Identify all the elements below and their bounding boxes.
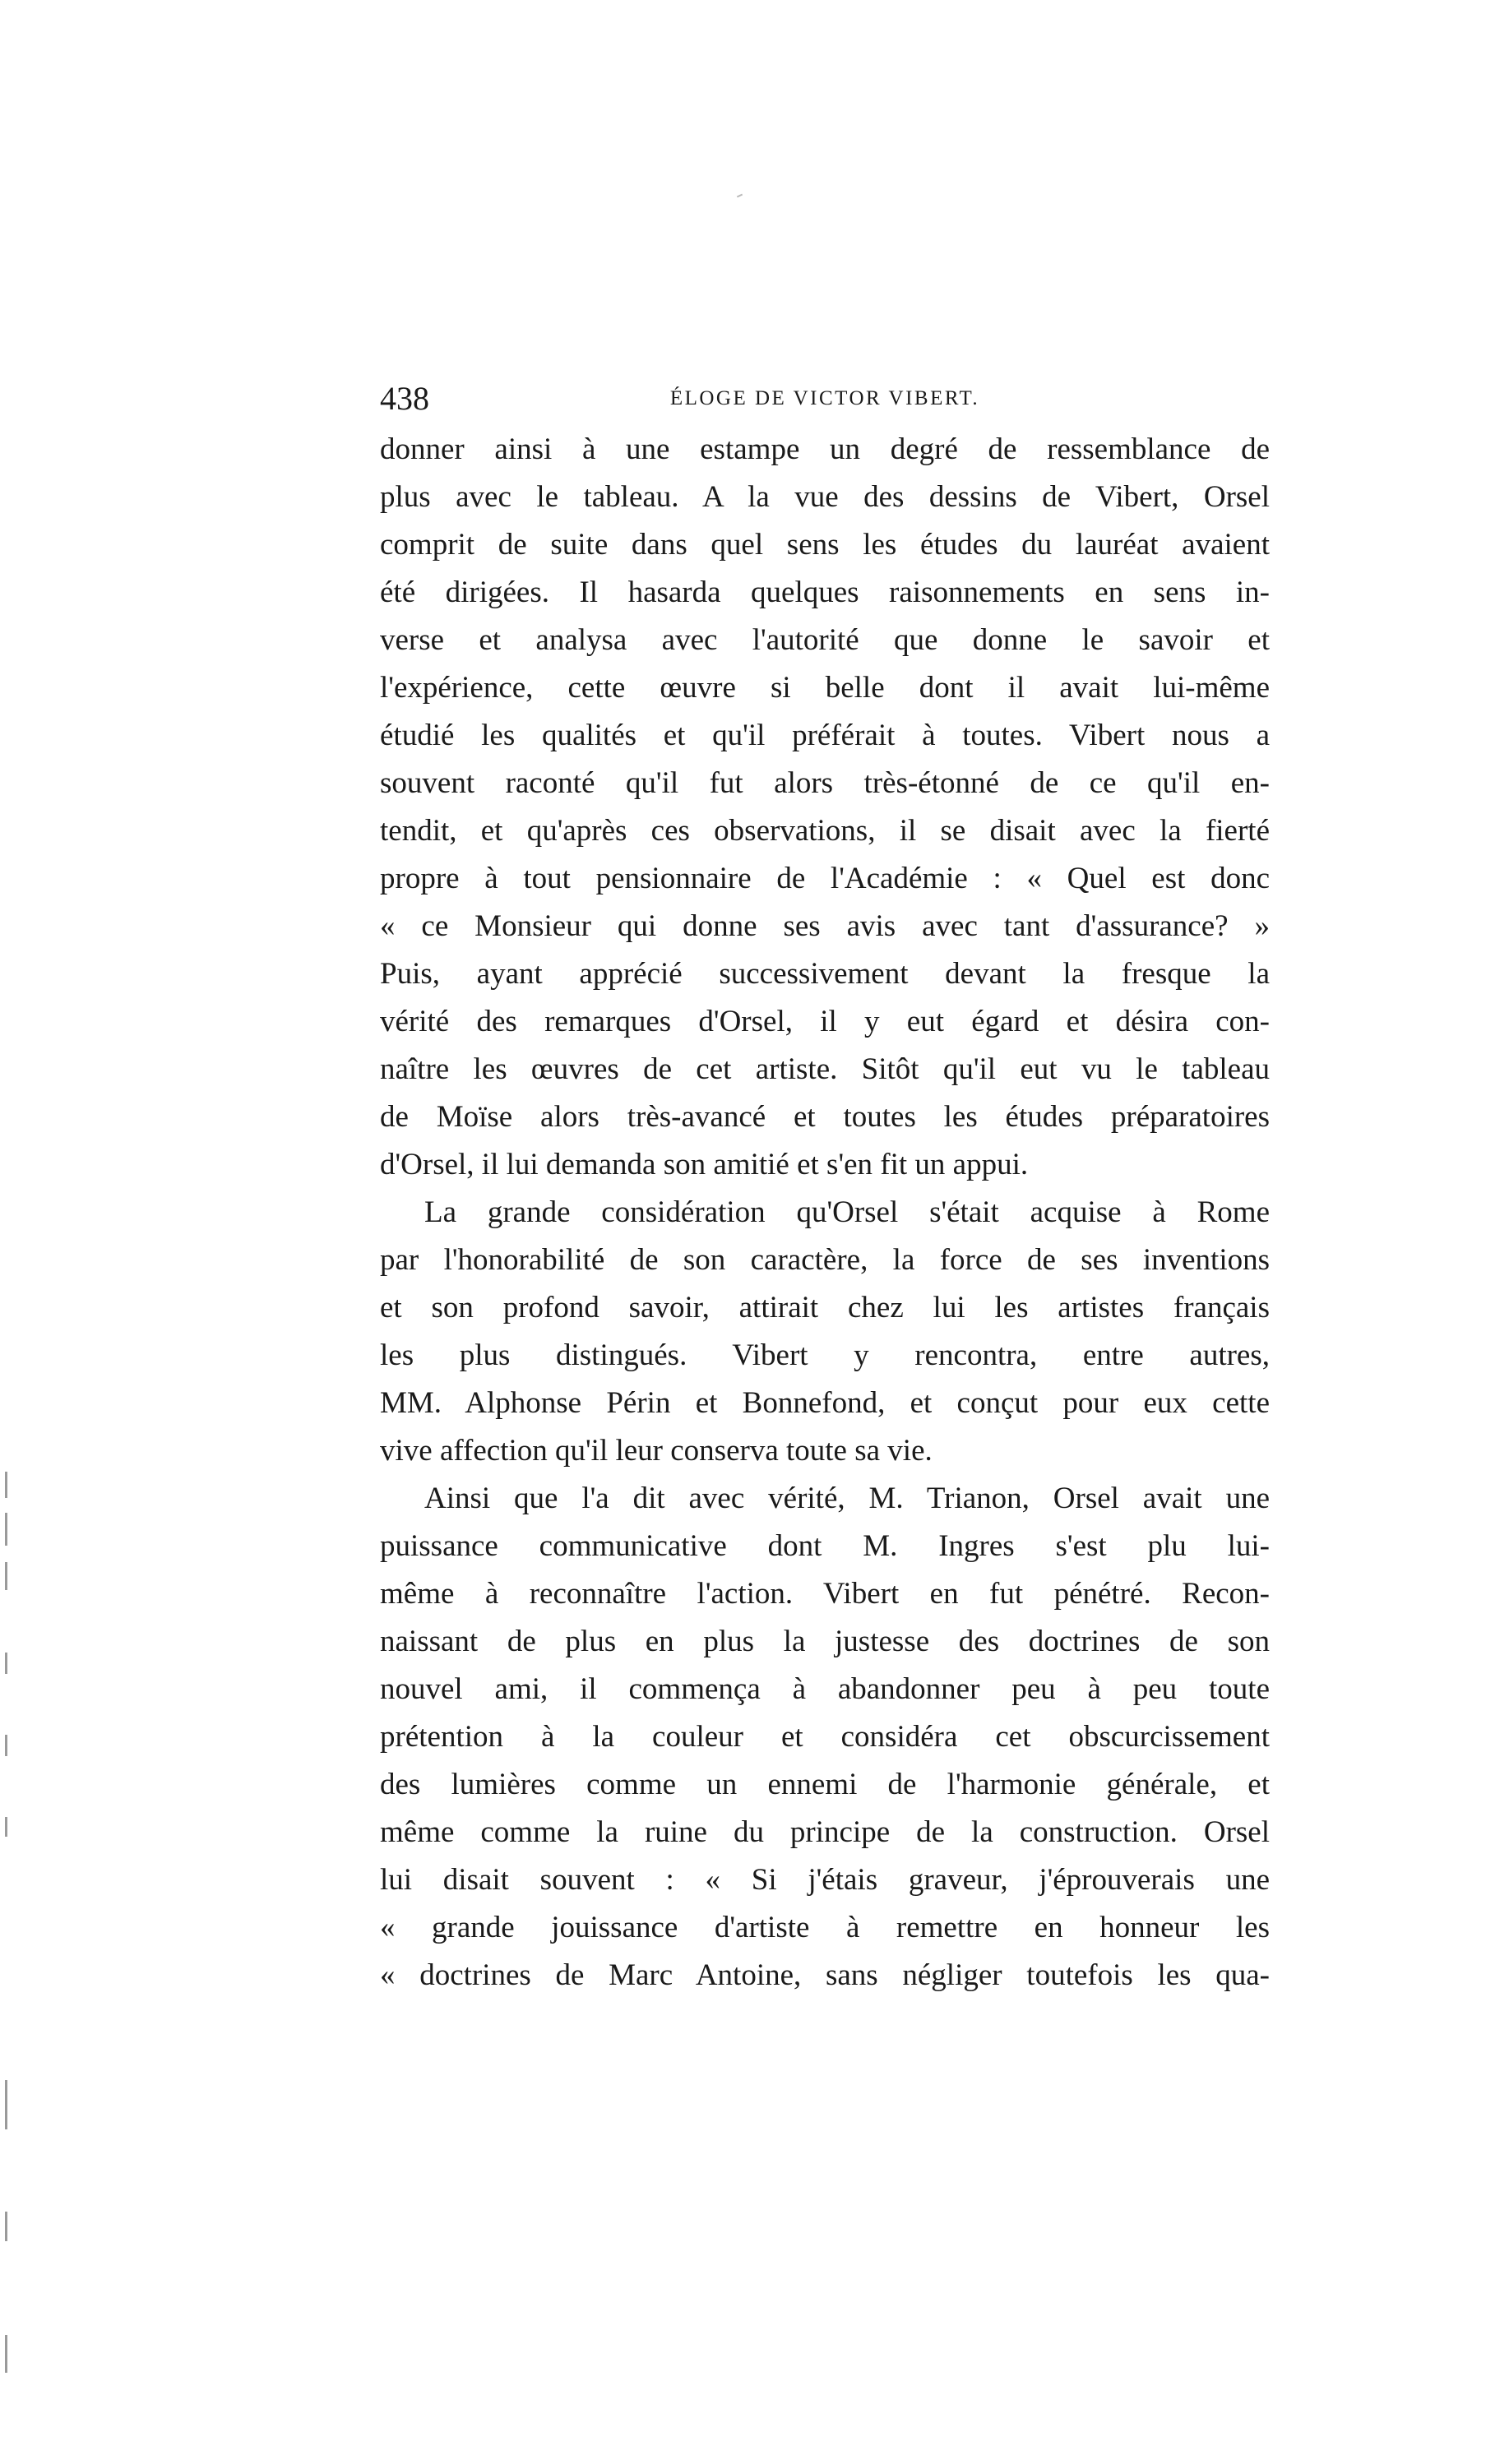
- text-line: nouvel ami, il commença à abandonner peu à peu toute: [380, 1672, 1270, 1706]
- text-line: même à reconnaître l'action. Vibert en fut pénétré. Recon-: [380, 1577, 1270, 1611]
- text-line: et son profond savoir, attirait chez lui les artistes français: [380, 1291, 1270, 1324]
- text-line: même comme la ruine du principe de la construction. Orsel: [380, 1815, 1270, 1849]
- text-line: plus avec le tableau. A la vue des dessins de Vibert, Orsel: [380, 480, 1270, 514]
- text-line: verse et analysa avec l'autorité que donne le savoir et: [380, 623, 1270, 657]
- scan-edge-mark: [5, 1562, 7, 1590]
- text-line: vérité des remarques d'Orsel, il y eut égard et désira con-: [380, 1005, 1270, 1038]
- page-number: 438: [380, 380, 429, 417]
- text-line: par l'honorabilité de son caractère, la force de ses inventions: [380, 1243, 1270, 1277]
- body-text: [380, 426, 1270, 1999]
- text-line: l'expérience, cette œuvre si belle dont il avait lui-même: [380, 671, 1270, 705]
- text-line-paragraph-end: d'Orsel, il lui demanda son amitié et s'en fit un appui.: [380, 1148, 1029, 1181]
- scan-edge-mark: [5, 1817, 7, 1837]
- text-line: prétention à la couleur et considéra cet obscurcissement: [380, 1720, 1270, 1754]
- text-line: comprit de suite dans quel sens les études du lauréat avaient: [380, 528, 1270, 562]
- text-line: des lumières comme un ennemi de l'harmonie générale, et: [380, 1768, 1270, 1801]
- text-line-paragraph-start: Ainsi que l'a dit avec vérité, M. Trianon, Orsel avait une: [424, 1482, 1270, 1515]
- text-line: souvent raconté qu'il fut alors très-étonné de ce qu'il en-: [380, 766, 1270, 800]
- scan-edge-mark: [5, 1513, 7, 1546]
- text-line-paragraph-start: La grande considération qu'Orsel s'était acquise à Rome: [424, 1195, 1270, 1229]
- text-line: donner ainsi à une estampe un degré de ressemblance de: [380, 432, 1270, 466]
- text-line: naissant de plus en plus la justesse des doctrines de son: [380, 1625, 1270, 1658]
- scan-edge-mark: [5, 1472, 7, 1498]
- text-line: tendit, et qu'après ces observations, il se disait avec la fierté: [380, 814, 1270, 848]
- text-line: été dirigées. Il hasarda quelques raisonnements en sens in-: [380, 576, 1270, 609]
- text-line: naître les œuvres de cet artiste. Sitôt qu'il eut vu le tableau: [380, 1052, 1270, 1086]
- text-line: Puis, ayant apprécié successivement devant la fresque la: [380, 957, 1270, 991]
- scan-edge-mark: [5, 2080, 7, 2129]
- text-line: propre à tout pensionnaire de l'Académie : « Quel est donc: [380, 862, 1270, 895]
- text-line: MM. Alphonse Périn et Bonnefond, et conçut pour eux cette: [380, 1386, 1270, 1420]
- text-line: puissance communicative dont M. Ingres s'est plu lui-: [380, 1529, 1270, 1563]
- text-line: « ce Monsieur qui donne ses avis avec tant d'assurance? »: [380, 909, 1270, 943]
- scan-edge-mark: [5, 2212, 7, 2241]
- paper-speck: [737, 194, 743, 198]
- text-line: de Moïse alors très-avancé et toutes les études préparatoires: [380, 1100, 1270, 1134]
- text-line: « doctrines de Marc Antoine, sans négliger toutefois les qua-: [380, 1958, 1270, 1992]
- text-line-paragraph-end: vive affection qu'il leur conserva toute sa vie.: [380, 1434, 933, 1468]
- scan-edge-mark: [5, 1653, 7, 1674]
- text-line: lui disait souvent : « Si j'étais graveur, j'éprouverais une: [380, 1863, 1270, 1897]
- running-title: ÉLOGE DE VICTOR VIBERT.: [669, 387, 980, 409]
- page-header: [380, 374, 1270, 423]
- text-line: les plus distingués. Vibert y rencontra, entre autres,: [380, 1338, 1270, 1372]
- text-line: étudié les qualités et qu'il préférait à toutes. Vibert nous a: [380, 719, 1270, 752]
- scan-edge-mark: [5, 2335, 7, 2373]
- scan-edge-mark: [5, 1735, 7, 1756]
- text-line: « grande jouissance d'artiste à remettre en honneur les: [380, 1911, 1270, 1944]
